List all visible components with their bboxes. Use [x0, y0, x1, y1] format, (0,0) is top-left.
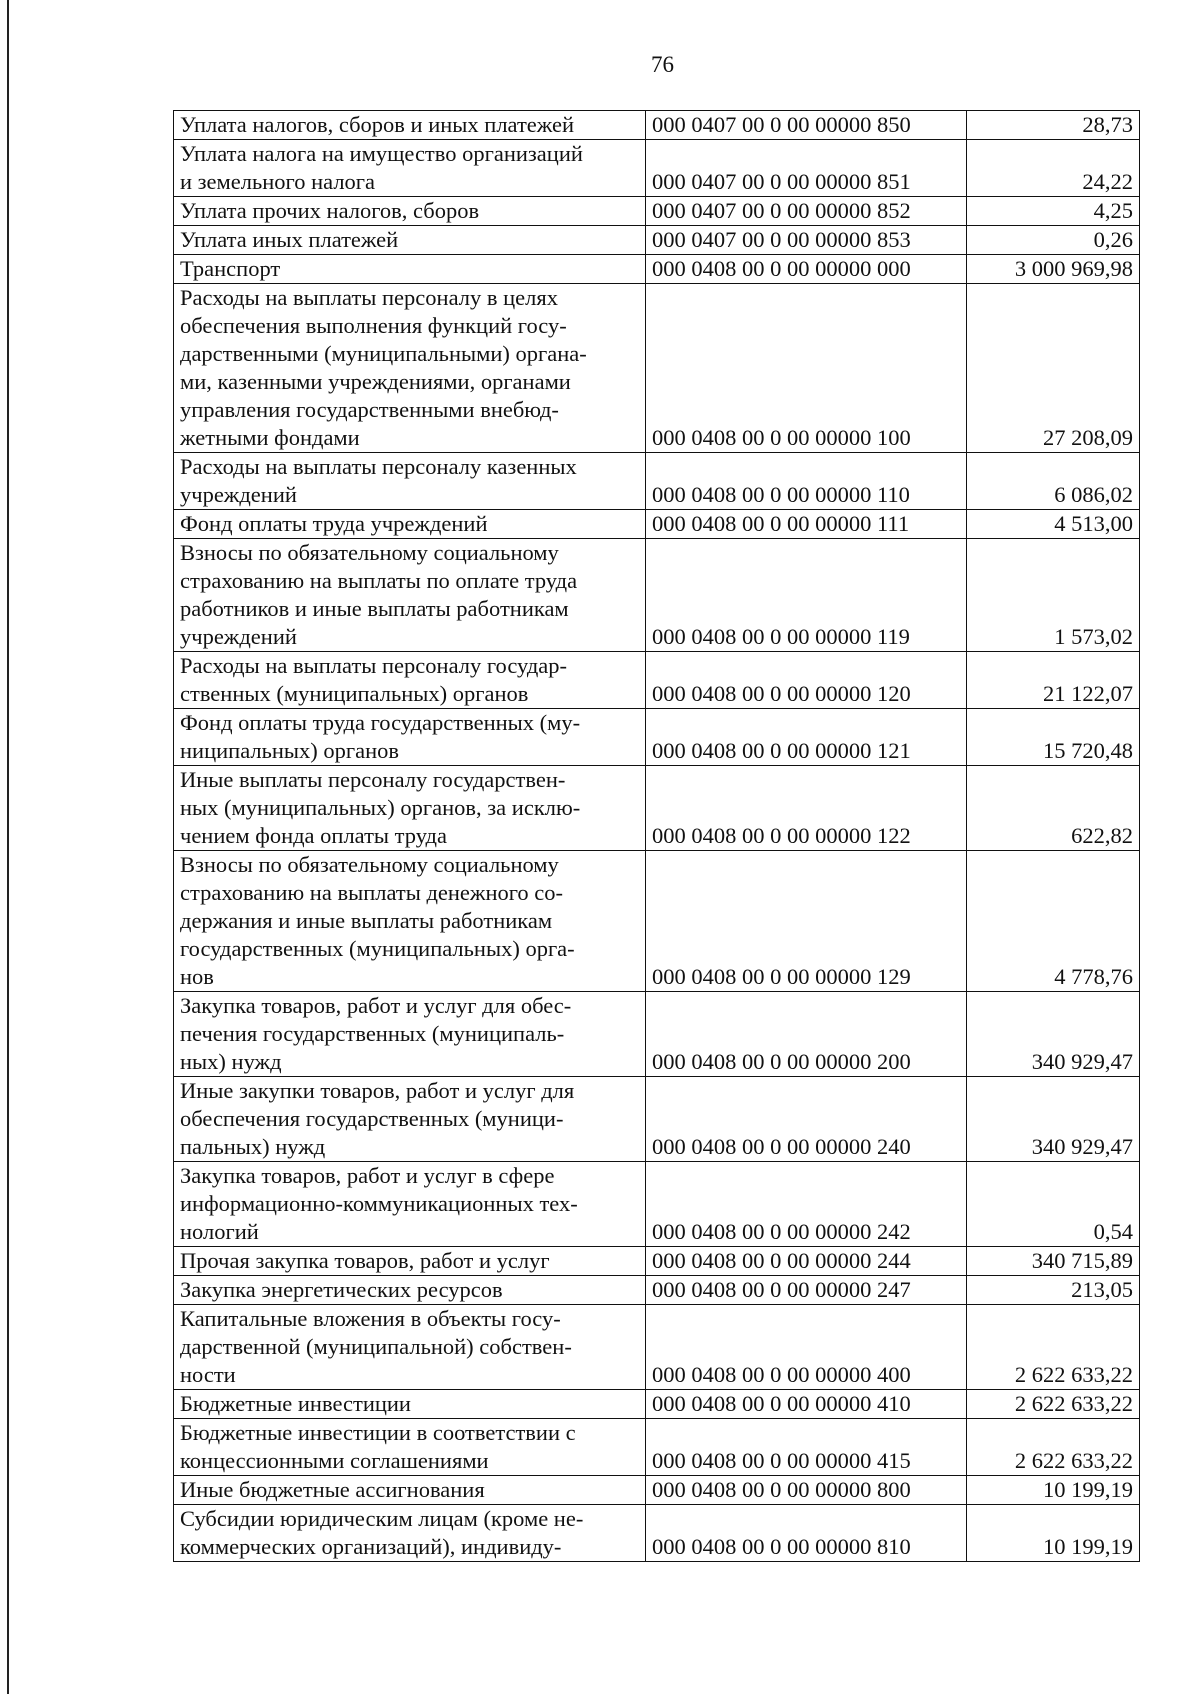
row-name-cell: Закупка товаров, работ и услуг в сфере информационно-коммуникационных тех- нологий	[174, 1162, 646, 1247]
row-sum-cell: 4,25	[967, 197, 1140, 226]
table-row	[174, 1276, 1140, 1305]
row-name-cell: Бюджетные инвестиции	[174, 1390, 646, 1419]
row-sum-cell: 340 715,89	[967, 1247, 1140, 1276]
row-sum-cell: 24,22	[967, 140, 1140, 197]
row-name-cell: Взносы по обязательному социальному страхованию на выплаты денежного со- держания и иные выплаты работникам государственных (муниципальных) орга- нов	[174, 851, 646, 992]
row-code-cell: 000 0408 00 0 00 00000 110	[646, 453, 967, 510]
row-sum-cell: 1 573,02	[967, 539, 1140, 652]
table-row	[174, 992, 1140, 1077]
row-code-cell: 000 0408 00 0 00 00000 415	[646, 1419, 967, 1476]
row-name-cell: Расходы на выплаты персоналу казенных учреждений	[174, 453, 646, 510]
table-row	[174, 709, 1140, 766]
row-sum-cell: 28,73	[967, 111, 1140, 140]
table-row	[174, 1247, 1140, 1276]
row-name-cell: Иные закупки товаров, работ и услуг для обеспечения государственных (муници- пальных) нужд	[174, 1077, 646, 1162]
row-code-cell: 000 0408 00 0 00 00000 121	[646, 709, 967, 766]
table-row	[174, 766, 1140, 851]
row-name-cell: Уплата прочих налогов, сборов	[174, 197, 646, 226]
table-row	[174, 1390, 1140, 1419]
row-code-cell: 000 0408 00 0 00 00000 247	[646, 1276, 967, 1305]
row-code-cell: 000 0408 00 0 00 00000 200	[646, 992, 967, 1077]
row-name-cell: Капитальные вложения в объекты госу- дарственной (муниципальной) собствен- ности	[174, 1305, 646, 1390]
table-row	[174, 1505, 1140, 1562]
table-row	[174, 255, 1140, 284]
row-name-cell: Расходы на выплаты персоналу в целях обеспечения выполнения функций госу- дарственными (муниципальными) органа- ми, казенными учреждениями, органами управления государственными внебюд- жетными фондами	[174, 284, 646, 453]
row-sum-cell: 2 622 633,22	[967, 1390, 1140, 1419]
table-row	[174, 1305, 1140, 1390]
row-name-cell: Уплата налога на имущество организаций и земельного налога	[174, 140, 646, 197]
row-sum-cell: 0,26	[967, 226, 1140, 255]
row-code-cell: 000 0407 00 0 00 00000 850	[646, 111, 967, 140]
row-code-cell: 000 0408 00 0 00 00000 240	[646, 1077, 967, 1162]
table-row	[174, 1419, 1140, 1476]
row-code-cell: 000 0408 00 0 00 00000 400	[646, 1305, 967, 1390]
table-row	[174, 652, 1140, 709]
row-sum-cell: 2 622 633,22	[967, 1305, 1140, 1390]
row-code-cell: 000 0408 00 0 00 00000 119	[646, 539, 967, 652]
row-code-cell: 000 0408 00 0 00 00000 120	[646, 652, 967, 709]
table-row	[174, 226, 1140, 255]
row-code-cell: 000 0408 00 0 00 00000 410	[646, 1390, 967, 1419]
row-sum-cell: 2 622 633,22	[967, 1419, 1140, 1476]
row-name-cell: Уплата иных платежей	[174, 226, 646, 255]
row-sum-cell: 27 208,09	[967, 284, 1140, 453]
row-code-cell: 000 0408 00 0 00 00000 111	[646, 510, 967, 539]
row-sum-cell: 340 929,47	[967, 992, 1140, 1077]
row-sum-cell: 15 720,48	[967, 709, 1140, 766]
row-code-cell: 000 0408 00 0 00 00000 810	[646, 1505, 967, 1562]
row-sum-cell: 340 929,47	[967, 1077, 1140, 1162]
table-row	[174, 1077, 1140, 1162]
table-row	[174, 851, 1140, 992]
row-sum-cell: 4 778,76	[967, 851, 1140, 992]
table-row	[174, 197, 1140, 226]
row-sum-cell: 4 513,00	[967, 510, 1140, 539]
row-code-cell: 000 0408 00 0 00 00000 122	[646, 766, 967, 851]
row-name-cell: Расходы на выплаты персоналу государ- ственных (муниципальных) органов	[174, 652, 646, 709]
table-row	[174, 284, 1140, 453]
budget-table	[173, 110, 1140, 1562]
row-name-cell: Закупка товаров, работ и услуг для обес- печения государственных (муниципаль- ных) нужд	[174, 992, 646, 1077]
row-name-cell: Взносы по обязательному социальному страхованию на выплаты по оплате труда работников и иные выплаты работникам учреждений	[174, 539, 646, 652]
row-name-cell: Транспорт	[174, 255, 646, 284]
row-sum-cell: 0,54	[967, 1162, 1140, 1247]
row-name-cell: Фонд оплаты труда учреждений	[174, 510, 646, 539]
row-code-cell: 000 0408 00 0 00 00000 000	[646, 255, 967, 284]
row-sum-cell: 3 000 969,98	[967, 255, 1140, 284]
table-row	[174, 1162, 1140, 1247]
row-name-cell: Иные бюджетные ассигнования	[174, 1476, 646, 1505]
row-code-cell: 000 0407 00 0 00 00000 853	[646, 226, 967, 255]
row-sum-cell: 10 199,19	[967, 1505, 1140, 1562]
row-sum-cell: 21 122,07	[967, 652, 1140, 709]
row-name-cell: Прочая закупка товаров, работ и услуг	[174, 1247, 646, 1276]
table-row	[174, 453, 1140, 510]
row-sum-cell: 6 086,02	[967, 453, 1140, 510]
budget-table-body	[174, 111, 1140, 1562]
row-code-cell: 000 0408 00 0 00 00000 800	[646, 1476, 967, 1505]
page-number: 76	[651, 52, 674, 77]
table-row	[174, 1476, 1140, 1505]
row-sum-cell: 10 199,19	[967, 1476, 1140, 1505]
row-name-cell: Иные выплаты персоналу государствен- ных (муниципальных) органов, за исклю- чением фонда оплаты труда	[174, 766, 646, 851]
table-row	[174, 140, 1140, 197]
row-sum-cell: 622,82	[967, 766, 1140, 851]
row-code-cell: 000 0408 00 0 00 00000 129	[646, 851, 967, 992]
scan-edge-line	[7, 0, 9, 1694]
table-row	[174, 539, 1140, 652]
row-name-cell: Фонд оплаты труда государственных (му- ниципальных) органов	[174, 709, 646, 766]
table-row	[174, 111, 1140, 140]
table-row	[174, 510, 1140, 539]
row-code-cell: 000 0407 00 0 00 00000 851	[646, 140, 967, 197]
row-name-cell: Уплата налогов, сборов и иных платежей	[174, 111, 646, 140]
row-name-cell: Закупка энергетических ресурсов	[174, 1276, 646, 1305]
row-code-cell: 000 0408 00 0 00 00000 100	[646, 284, 967, 453]
row-code-cell: 000 0407 00 0 00 00000 852	[646, 197, 967, 226]
row-sum-cell: 213,05	[967, 1276, 1140, 1305]
row-name-cell: Бюджетные инвестиции в соответствии с концессионными соглашениями	[174, 1419, 646, 1476]
row-code-cell: 000 0408 00 0 00 00000 244	[646, 1247, 967, 1276]
row-name-cell: Субсидии юридическим лицам (кроме не- коммерческих организаций), индивиду-	[174, 1505, 646, 1562]
row-code-cell: 000 0408 00 0 00 00000 242	[646, 1162, 967, 1247]
